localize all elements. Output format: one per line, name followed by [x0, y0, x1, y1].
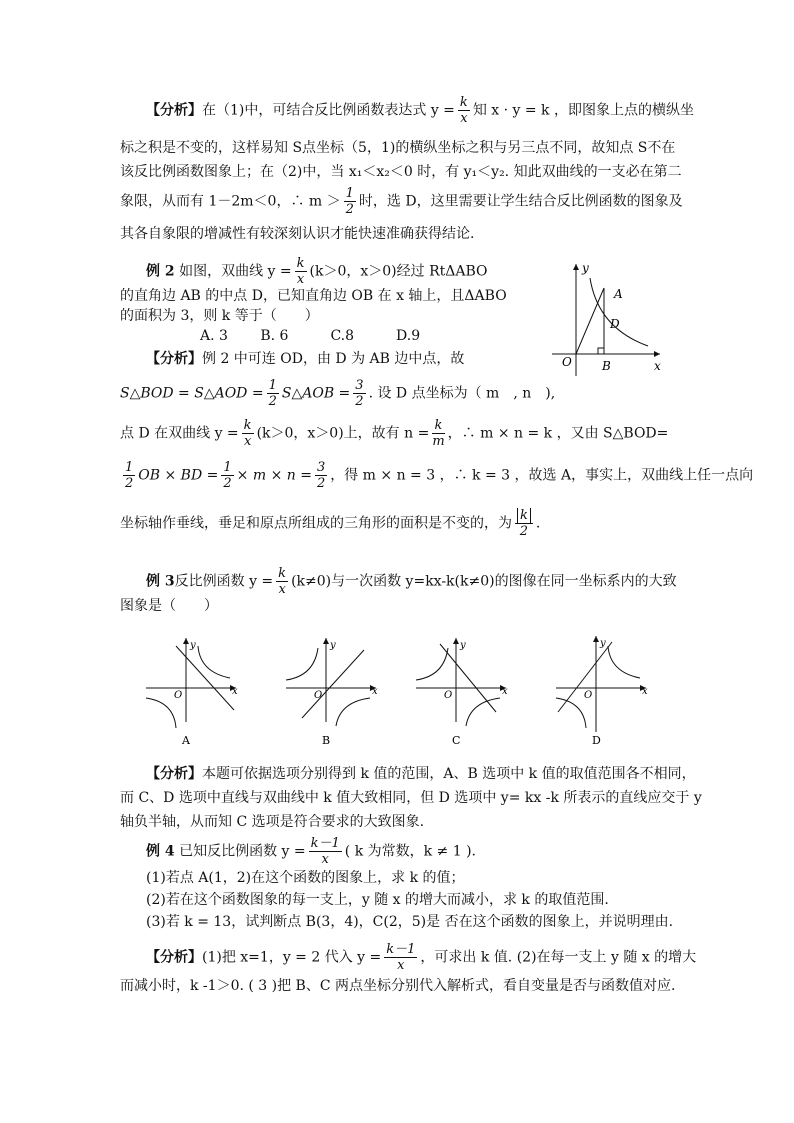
text: 本题可依据选项分别得到 k 值的范围，A、B 选项中 k 值的取值范围各不相同， — [202, 766, 696, 782]
fraction — [432, 418, 444, 449]
example-3-line-1 — [146, 566, 706, 597]
example-label: 例 3 — [146, 573, 175, 590]
y-label: y — [582, 261, 589, 275]
graph-option-c — [410, 632, 520, 750]
fraction — [295, 256, 307, 287]
analysis-1-line-5: 其各自象限的增减性有较深刻认识才能快速准确获得结论. — [120, 226, 475, 242]
y-label: y — [600, 638, 606, 649]
x-axis-arrow — [654, 351, 660, 357]
hyperbola-branch-2 — [336, 698, 370, 726]
numerator: k — [459, 95, 468, 110]
option-label-d: D — [592, 734, 601, 747]
fraction — [353, 378, 365, 409]
fraction — [221, 460, 233, 491]
analysis-2-line-1 — [146, 349, 546, 369]
y-label: y — [190, 640, 196, 651]
analysis-3-line-1 — [146, 764, 706, 784]
text: ，∴ m × n = k ，又由 S△BOD= — [447, 425, 669, 442]
denominator: x — [278, 582, 286, 597]
example-4-line-1 — [146, 836, 706, 867]
text: 点 D 在双曲线 y = — [120, 425, 239, 442]
analysis-tag: 【分析】 — [146, 949, 202, 966]
fraction — [515, 508, 533, 539]
abs-value: k — [517, 508, 531, 523]
text: × m × n = — [236, 467, 312, 484]
analysis-4-line-1 — [146, 942, 706, 973]
numerator: k－1 — [310, 836, 340, 851]
example-2-line-3: 的面积为 3，则 k 等于（ ） — [120, 308, 319, 324]
hyperbola-branch-1 — [608, 646, 640, 678]
numerator — [515, 508, 533, 524]
denominator: x — [460, 111, 468, 126]
hyperbola-branch-1 — [198, 646, 230, 678]
y-axis-arrow — [453, 638, 459, 644]
numerator: k — [432, 418, 444, 434]
analysis-1-line-3: 该反比例函数图象上；在（2)中，当 x₁＜x₂＜0 时，有 y₁＜y₂. 知此双曲线的一支必在第二 — [120, 164, 682, 180]
denominator: x — [243, 434, 252, 449]
x-label: x — [372, 686, 378, 697]
numerator: 1 — [223, 460, 232, 475]
text: S△BOD = S△AOD = — [120, 385, 264, 402]
hyperbola-branch-1 — [416, 648, 448, 680]
analysis-1-line-2: 标之积是不变的，这样易知 S点坐标（5，1)的横纵坐标之积与另三点不同，故知点 S不在 — [120, 140, 676, 156]
text: ，得 m × n = 3 ，∴ k = 3 ，故选 A，事实上，双曲线上任一点向 — [330, 467, 754, 484]
fraction — [309, 836, 342, 867]
right-angle-mark — [598, 348, 604, 354]
text: 知 x · y = k ，即图象上点的横纵坐 — [472, 102, 694, 119]
example-label: 例 2 — [146, 263, 175, 280]
text: 在（1)中，可结合反比例函数表达式 y = — [202, 102, 455, 119]
graph-option-b — [280, 632, 390, 750]
text: S△AOB = — [281, 385, 351, 402]
denominator: 2 — [125, 476, 134, 491]
hyperbola-branch-2 — [556, 698, 586, 728]
fraction — [267, 378, 279, 409]
example-2-line-2: 的直角边 AB 的中点 D，已知直角边 OB 在 x 轴上，且ΔABO — [120, 288, 507, 304]
segment-oa — [576, 288, 604, 354]
denominator: x — [296, 272, 305, 287]
numerator: k — [278, 566, 287, 581]
b-label: B — [602, 359, 611, 373]
example-2-figure — [548, 258, 666, 376]
example-2-line-1 — [146, 256, 546, 287]
y-axis-arrow — [183, 638, 189, 644]
option-label-b: B — [322, 734, 331, 747]
example-4-question-1: (1)若点 A(1，2)在这个函数的图象上，求 k 的值； — [146, 870, 465, 886]
o-label: O — [314, 690, 323, 701]
y-label: y — [330, 640, 336, 651]
text: ，可求出 k 值. (2)在每一支上 y 随 x 的增大 — [420, 949, 697, 966]
numerator: k — [296, 256, 305, 271]
analysis-tag: 【分析】 — [146, 102, 202, 119]
text: 已知反比例函数 y = — [179, 843, 306, 860]
analysis-2-line-2 — [120, 378, 560, 409]
d-label: D — [610, 317, 620, 331]
example-4-question-3: (3)若 k = 13，试判断点 B(3，4)，C(2，5)是 否在这个函数的图象上，并说明理由. — [146, 914, 674, 930]
numerator: 1 — [125, 460, 134, 475]
analysis-4-line-2: 而减小时，k -1＞0. ( 3 )把 B、C 两点坐标分别代入解析式，看自变量是否与函数值对应. — [120, 978, 676, 994]
fraction — [123, 460, 135, 491]
denominator: 2 — [519, 524, 529, 539]
text: . 设 D 点坐标为（ m , n ), — [368, 385, 556, 402]
o-label: O — [562, 355, 572, 369]
y-axis-arrow — [593, 636, 599, 642]
analysis-3-line-2: 而 C、D 选项中直线与双曲线中 k 值大致相同，但 D 选项中 y= kx -k 所表示的直线应交于 y — [120, 790, 702, 806]
example-4-question-2: (2)若在这个函数图象的每一支上，y 随 x 的增大而减小，求 k 的取值范围. — [146, 892, 609, 908]
analysis-1-line-1 — [146, 95, 706, 126]
text: (1)把 x=1，y = 2 代入 y = — [202, 949, 382, 966]
denominator: 2 — [268, 394, 277, 409]
text: 时，选 D，这里需要让学生结合反比例函数的图象及 — [358, 193, 683, 210]
text: 例 2 中可连 OD，由 D 为 AB 边中点，故 — [202, 351, 465, 367]
line-graph — [440, 644, 496, 712]
graph-option-a — [140, 632, 250, 750]
fraction — [276, 566, 288, 597]
text: (k＞0，x＞0)经过 RtΔABO — [309, 263, 488, 280]
analysis-3-line-3: 轴负半轴，从而知 C 选项是符合要求的大致图象. — [120, 814, 425, 830]
hyperbola-branch-1 — [286, 648, 318, 680]
text: (k＞0，x＞0)上，故有 n = — [256, 425, 430, 442]
graph-option-d — [550, 632, 660, 750]
fraction — [344, 186, 356, 217]
fraction — [242, 418, 254, 449]
y-axis-arrow — [573, 264, 579, 270]
analysis-tag: 【分析】 — [146, 766, 202, 782]
hyperbola-branch-2 — [146, 698, 176, 728]
text: 坐标轴作垂线，垂足和原点所组成的三角形的面积是不变的，为 — [120, 515, 512, 532]
text: (k≠0)与一次函数 y=kx-k(k≠0)的图像在同一坐标系内的大致 — [291, 573, 677, 590]
denominator: x — [321, 852, 329, 867]
example-3-line-2: 图象是（ ） — [120, 598, 218, 614]
x-label: x — [642, 686, 648, 697]
example-label: 例 4 — [146, 843, 175, 860]
o-label: O — [174, 690, 183, 701]
example-2-options: A. 3 B. 6 C.8 D.9 — [200, 328, 421, 344]
analysis-tag: 【分析】 — [146, 351, 202, 367]
numerator: 1 — [268, 378, 277, 393]
fraction — [458, 95, 470, 126]
a-label: A — [614, 287, 623, 301]
x-label: x — [654, 359, 661, 373]
option-label-c: C — [452, 734, 461, 747]
text: OB × BD = — [138, 467, 219, 484]
numerator: 3 — [316, 460, 326, 475]
analysis-2-line-5 — [120, 508, 680, 539]
x-label: x — [502, 686, 508, 697]
o-label: O — [444, 690, 453, 701]
text: . — [535, 515, 541, 532]
denominator: x — [397, 958, 405, 973]
analysis-1-line-4 — [120, 186, 683, 217]
numerator: k — [243, 418, 252, 433]
denominator: m — [432, 434, 445, 449]
x-label: x — [232, 686, 238, 697]
hyperbola-branch-2 — [466, 698, 500, 726]
line-graph — [176, 646, 234, 710]
text: 象限，从而有 1－2m＜0，∴ m ＞ — [120, 193, 341, 210]
line-graph — [302, 650, 364, 718]
fraction — [384, 942, 417, 973]
numerator: k－1 — [386, 942, 416, 957]
denominator: 2 — [355, 394, 364, 409]
text: 如图，双曲线 y = — [179, 263, 292, 280]
line-graph — [558, 642, 612, 712]
y-label: y — [460, 640, 466, 651]
numerator: 3 — [355, 378, 364, 393]
denominator: 2 — [223, 476, 232, 491]
analysis-2-line-4 — [120, 460, 754, 491]
denominator: 2 — [316, 476, 326, 491]
text: 反比例函数 y = — [174, 573, 274, 590]
text: ( k 为常数，k ≠ 1 ). — [344, 843, 477, 860]
numerator: 1 — [345, 186, 354, 201]
y-axis-arrow — [323, 638, 329, 644]
fraction — [315, 460, 327, 491]
denominator: 2 — [345, 202, 354, 217]
analysis-2-line-3 — [120, 418, 680, 449]
option-label-a: A — [182, 734, 190, 747]
o-label: O — [584, 690, 593, 701]
